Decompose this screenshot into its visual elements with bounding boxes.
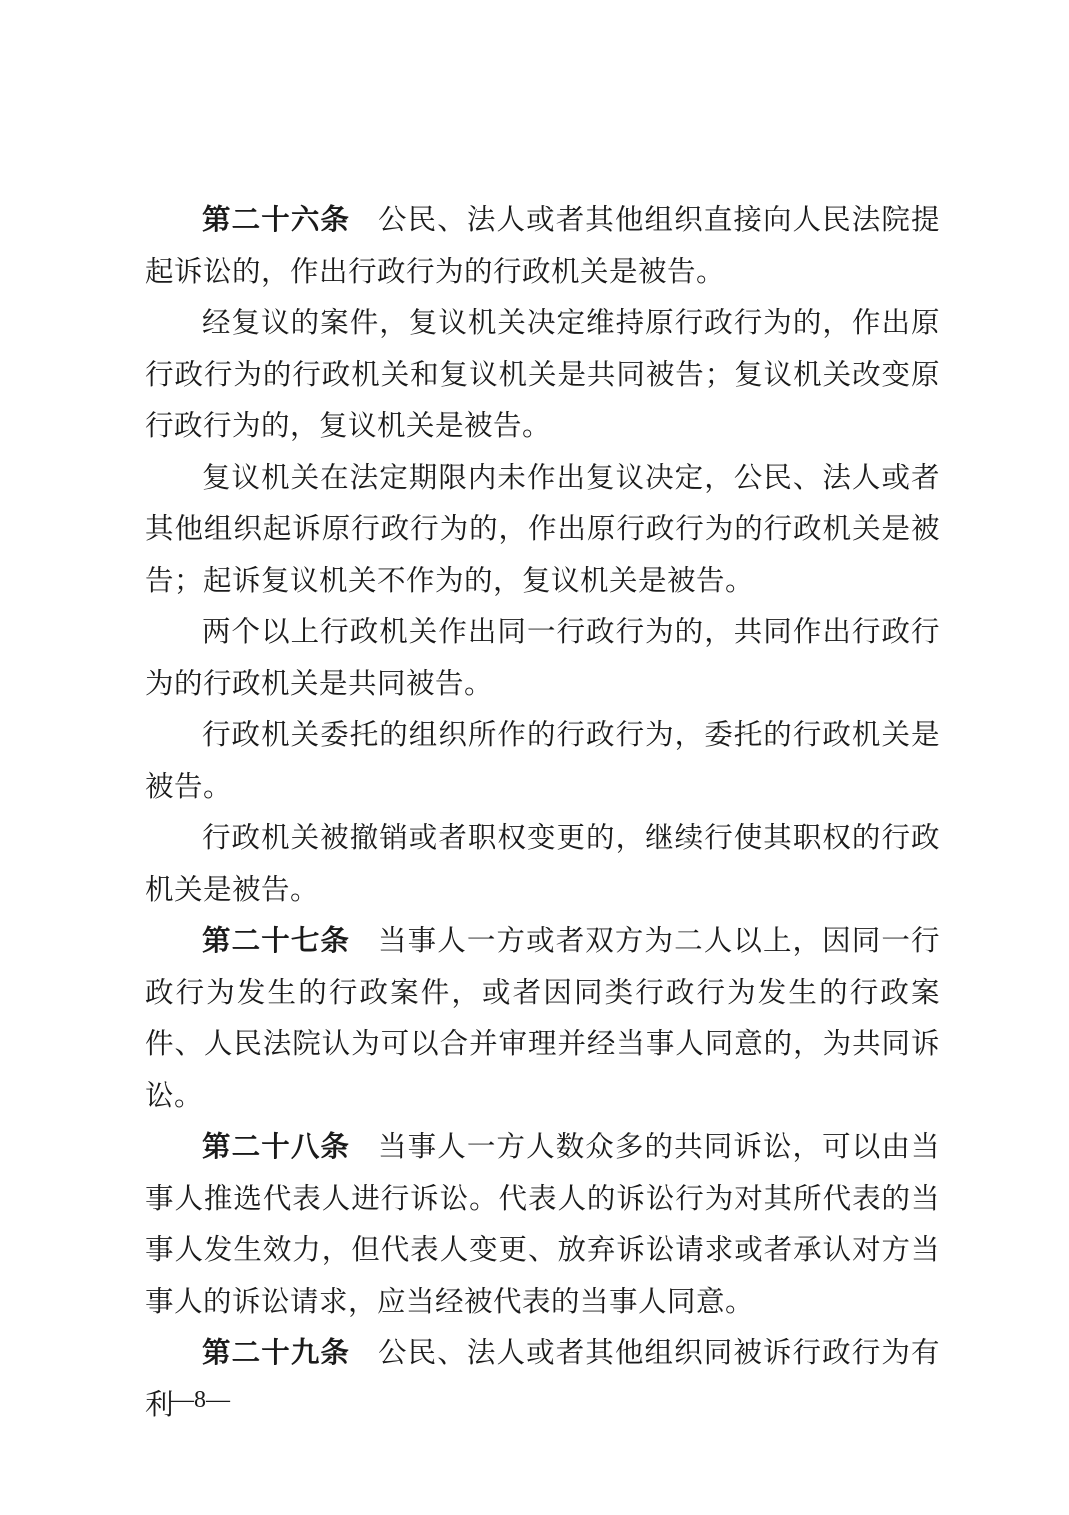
article-27-paragraph	[145, 915, 940, 1121]
article-heading: 第二十九条	[202, 1336, 351, 1369]
page-number: —8—	[170, 1387, 230, 1413]
article-29-paragraph	[145, 1327, 940, 1430]
paragraph-text: 复议机关在法定期限内未作出复议决定，公民、法人或者其他组织起诉原行政行为的，作出原行政行为的行政机关是被告；起诉复议机关不作为的，复议机关是被告。	[145, 460, 940, 597]
article-26-paragraph	[145, 194, 940, 297]
article-26-clause-4	[145, 606, 940, 709]
document-body	[145, 194, 940, 1430]
article-heading: 第二十八条	[202, 1130, 351, 1163]
paragraph-text: 经复议的案件，复议机关决定维持原行政行为的，作出原行政行为的行政机关和复议机关是共同被告；复议机关改变原行政行为的，复议机关是被告。	[145, 306, 940, 442]
article-heading: 第二十七条	[202, 924, 351, 957]
article-heading: 第二十六条	[202, 203, 351, 236]
article-26-clause-5	[145, 709, 940, 812]
article-28-paragraph	[145, 1121, 940, 1327]
article-26-clause-3	[145, 452, 940, 607]
paragraph-text: 公民、法人或者其他组织同被诉行政行为有利	[145, 1336, 940, 1421]
paragraph-text: 行政机关委托的组织所作的行政行为，委托的行政机关是被告。	[145, 718, 940, 803]
paragraph-text: 当事人一方人数众多的共同诉讼，可以由当事人推选代表人进行诉讼。代表人的诉讼行为对其所代表的当事人发生效力，但代表人变更、放弃诉讼请求或者承认对方当事人的诉讼请求，应当经被代表的当事人同意。	[145, 1130, 940, 1318]
paragraph-text: 行政机关被撤销或者职权变更的，继续行使其职权的行政机关是被告。	[145, 821, 940, 906]
article-26-clause-2	[145, 297, 940, 452]
paragraph-text: 当事人一方或者双方为二人以上，因同一行政行为发生的行政案件，或者因同类行政行为发生的行政案件、人民法院认为可以合并审理并经当事人同意的，为共同诉讼。	[145, 924, 940, 1112]
paragraph-text: 两个以上行政机关作出同一行政行为的，共同作出行政行为的行政机关是共同被告。	[145, 615, 940, 700]
paragraph-text: 公民、法人或者其他组织直接向人民法院提起诉讼的，作出行政行为的行政机关是被告。	[145, 203, 940, 288]
article-26-clause-6	[145, 812, 940, 915]
